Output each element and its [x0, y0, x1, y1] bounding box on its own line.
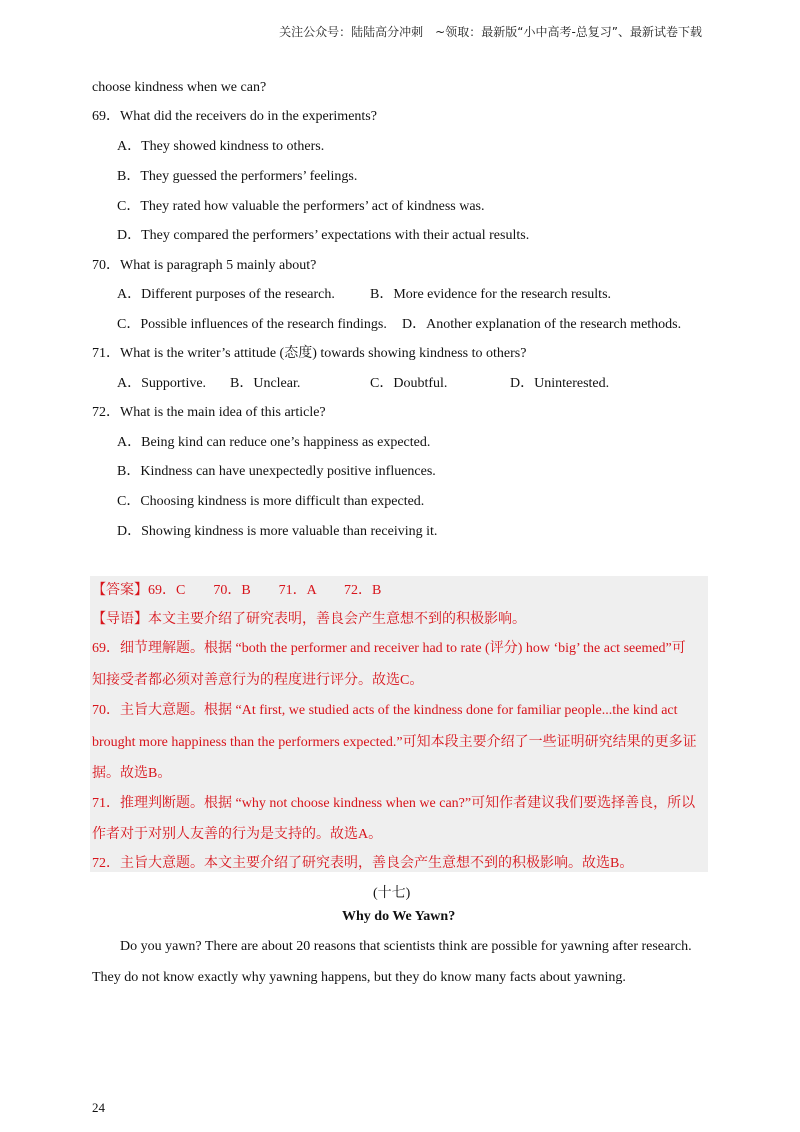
question-71-option-b: B．Unclear.: [230, 376, 301, 391]
answer-key: 【答案】69．C 70．B 71．A 72．B: [92, 583, 382, 598]
answer-explanation-line: 作者对于对别人友善的行为是支持的。故选A。: [92, 827, 383, 842]
section-title: Why do We Yawn?: [342, 909, 456, 924]
question-72-stem: 72．What is the main idea of this article?: [92, 405, 326, 420]
question-72-option-b: B．Kindness can have unexpectedly positive influences.: [117, 464, 436, 479]
page-header: 关注公众号：陆陆高分冲刺 ~领取：最新版“小中高考-总复习”、最新试卷下载: [279, 25, 702, 39]
question-69-option-a: A．They showed kindness to others.: [117, 139, 325, 154]
question-71-stem: 71．What is the writer’s attitude (态度) towards showing kindness to others?: [92, 346, 527, 361]
paragraph-line: They do not know exactly why yawning happens, but they do know many facts about yawning.: [92, 970, 626, 985]
question-72-option-a: A．Being kind can reduce one’s happiness as expected.: [117, 435, 431, 450]
answer-guide: 【导语】本文主要介绍了研究表明，善良会产生意想不到的积极影响。: [92, 612, 526, 627]
answer-explanation-line: 知接受者都必须对善意行为的程度进行评分。故选C。: [92, 673, 424, 688]
question-72-option-c: C．Choosing kindness is more difficult than expected.: [117, 494, 425, 509]
question-71-option-c: C．Doubtful.: [370, 376, 448, 391]
question-70-option-c: C．Possible influences of the research findings.: [117, 317, 387, 332]
question-70-option-a: A．Different purposes of the research.: [117, 287, 335, 302]
answer-explanation-line: 72．主旨大意题。本文主要介绍了研究表明，善良会产生意想不到的积极影响。故选B。: [92, 856, 634, 871]
page-number: 24: [92, 1100, 105, 1115]
answer-explanation-line: 69．细节理解题。根据 “both the performer and receiver had to rate (评分) how ‘big’ the act seemed”可: [92, 641, 686, 656]
question-71-option-a: A．Supportive.: [117, 376, 207, 391]
answer-explanation-line: brought more happiness than the performers expected.”可知本段主要介绍了一些证明研究结果的更多证: [92, 735, 697, 750]
section-number: (十七): [373, 886, 411, 901]
question-69-option-b: B．They guessed the performers’ feelings.: [117, 169, 358, 184]
question-69-stem: 69．What did the receivers do in the experiments?: [92, 109, 377, 124]
question-70-stem: 70．What is paragraph 5 mainly about?: [92, 258, 317, 273]
question-72-option-d: D．Showing kindness is more valuable than receiving it.: [117, 524, 438, 539]
question-69-option-c: C．They rated how valuable the performers’ act of kindness was.: [117, 199, 485, 214]
question-71-option-d: D．Uninterested.: [510, 376, 610, 391]
question-70-option-b: B．More evidence for the research results.: [370, 287, 612, 302]
paragraph-line: Do you yawn? There are about 20 reasons that scientists think are possible for yawning after research.: [120, 939, 692, 954]
answer-explanation-line: 70．主旨大意题。根据 “At first, we studied acts of the kindness done for familiar people...the kind act: [92, 703, 678, 718]
answer-explanation-line: 据。故选B。: [92, 766, 172, 781]
question-70-option-d: D．Another explanation of the research methods.: [402, 317, 682, 332]
question-69-option-d: D．They compared the performers’ expectations with their actual results.: [117, 228, 530, 243]
continuation-text: choose kindness when we can?: [92, 80, 267, 95]
answer-explanation-line: 71．推理判断题。根据 “why not choose kindness when we can?”可知作者建议我们要选择善良，所以: [92, 796, 696, 811]
